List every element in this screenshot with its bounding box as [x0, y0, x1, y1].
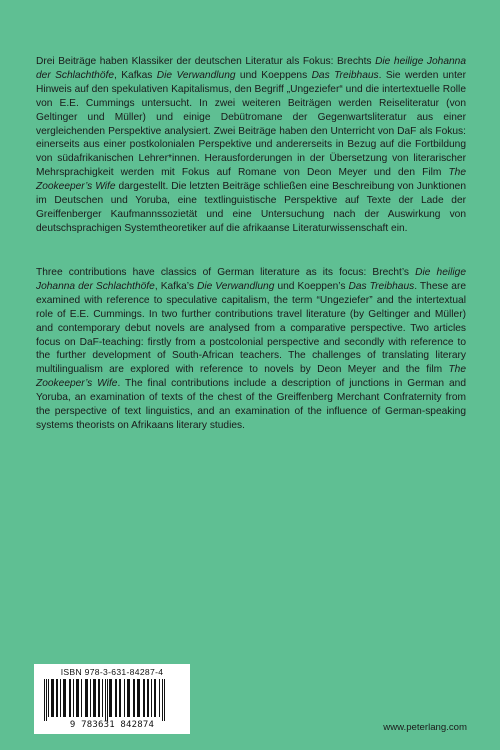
- italic-title-run: Die heilige Johanna der Schlachthöfe: [36, 56, 466, 81]
- italic-title-run: Die Verwandlung: [196, 280, 275, 292]
- barcode-bar: [56, 679, 58, 717]
- barcode-bar: [133, 679, 135, 717]
- barcode-bar: [63, 679, 66, 717]
- barcode-bar: [51, 679, 54, 717]
- barcode-bar: [115, 679, 117, 717]
- barcode-bar: [127, 679, 130, 717]
- blurb-english: [36, 266, 466, 433]
- text-run: dargestellt. Die letzten Beiträge schließen eine Beschreibung von Junktionen im Deutschen und Yoruba, eine textlinguistische Perspektive auf Texte der Lade der Greiffenberger Kaufmannssozietät und eine Untersuchung nach der Auswirkung von deutschsprachigen Systemtheoretiker auf die afrikaanse Literaturwissenschaft ein.: [36, 181, 466, 234]
- barcode-bar: [147, 679, 149, 717]
- barcode-digits: 9 783631 842874: [69, 720, 155, 730]
- barcode-bar: [109, 679, 112, 717]
- barcode-bar: [105, 679, 106, 721]
- italic-title-run: The Zookeeper’s Wife: [36, 364, 466, 390]
- publisher-website: www.peterlang.com: [383, 722, 467, 733]
- barcode-bar: [85, 679, 88, 717]
- barcode-bar: [159, 679, 160, 717]
- text-run: , Kafka’s: [154, 280, 197, 292]
- barcode-bar: [73, 679, 74, 717]
- barcode-bars: [38, 679, 186, 721]
- italic-title-run: Das Treibhaus: [311, 69, 379, 81]
- blurb-german: [36, 55, 466, 236]
- barcode-bar: [44, 679, 45, 721]
- barcode-bar: [93, 679, 96, 717]
- barcode-bar: [137, 679, 140, 717]
- text-run: . These are examined with reference to speculative capitalism, the term “Ungeziefer” and the intertextual role of E.E. Cummings. In two further contributions travel literature (by Geltinger and Müller) and contemporary debut novels are analysed from a comparative perspective. Two articles focus on DaF-teaching: firstly from a postcolonial perspective and secondly with reference to the further development of South-African teachers. The challenges of translating literary multilingualism are explored with reference to novels by Deon Meyer and the film: [36, 280, 467, 376]
- text-run: Drei Beiträge haben Klassiker der deutschen Literatur als Fokus: Brechts: [36, 56, 376, 67]
- text-run: und Koeppen’s: [274, 280, 349, 292]
- barcode-bar: [154, 679, 156, 717]
- text-run: und Koeppens: [235, 69, 312, 81]
- barcode-bar: [162, 679, 163, 721]
- isbn-barcode: [34, 664, 190, 734]
- isbn-label: ISBN 978-3-631-84287-4: [60, 667, 164, 677]
- barcode-bar: [119, 679, 121, 717]
- barcode-bar: [69, 679, 71, 717]
- barcode-bar: [124, 679, 125, 717]
- barcode-bar: [90, 679, 91, 717]
- italic-title-run: Die Verwandlung: [156, 69, 236, 81]
- barcode-bar: [102, 679, 103, 717]
- text-run: , Kafkas: [114, 69, 157, 81]
- italic-title-run: Die heilige Johanna der Schlachthöfe: [36, 267, 467, 292]
- barcode-bar: [81, 679, 82, 717]
- barcode-bar: [76, 679, 79, 717]
- barcode-bar: [143, 679, 145, 717]
- barcode-bar: [164, 679, 165, 721]
- italic-title-run: Das Treibhaus: [348, 280, 415, 292]
- barcode-bar: [151, 679, 152, 717]
- barcode-bar: [98, 679, 100, 717]
- text-run: . The final contributions include a description of junctions in German and Yoruba, an examination of texts of the chest of the Greiffenberg Merchant Confraternity from the perspective of text linguistics, and an examination of the influence of German-speaking systems theorists on Afrikaans literary studies.: [36, 378, 467, 431]
- text-run: . Sie werden unter Hinweis auf den spekulativen Kapitalismus, den Begriff „Ungeziefer“ und die intertextuelle Rolle von E.E. Cummings untersucht. In zwei weiteren Beiträgen werden Reiseliteratur (von Geltinger und Müller) und einige Debütromane der Gegenwartsliteratur aus einer vergleichenden Perspektive analysiert. Zwei Beiträge haben den Unterricht von DaF als Fokus: einerseits aus einer postkolonialen Perspektive und andererseits in Bezug auf die Fortbildung von südafrikanischen Lehrer*innen. Herausforderungen in der Übersetzung von literarischer Mehrsprachigkeit werden mit Fokus auf Romane von Deon Meyer und den Film: [36, 69, 466, 179]
- barcode-bar: [46, 679, 47, 721]
- barcode-bar: [48, 679, 49, 717]
- barcode-bar: [107, 679, 108, 721]
- text-run: Three contributions have classics of German literature as its focus: Brecht’s: [36, 267, 416, 278]
- barcode-bar: [60, 679, 61, 717]
- italic-title-run: The Zookeeper’s Wife: [36, 167, 466, 193]
